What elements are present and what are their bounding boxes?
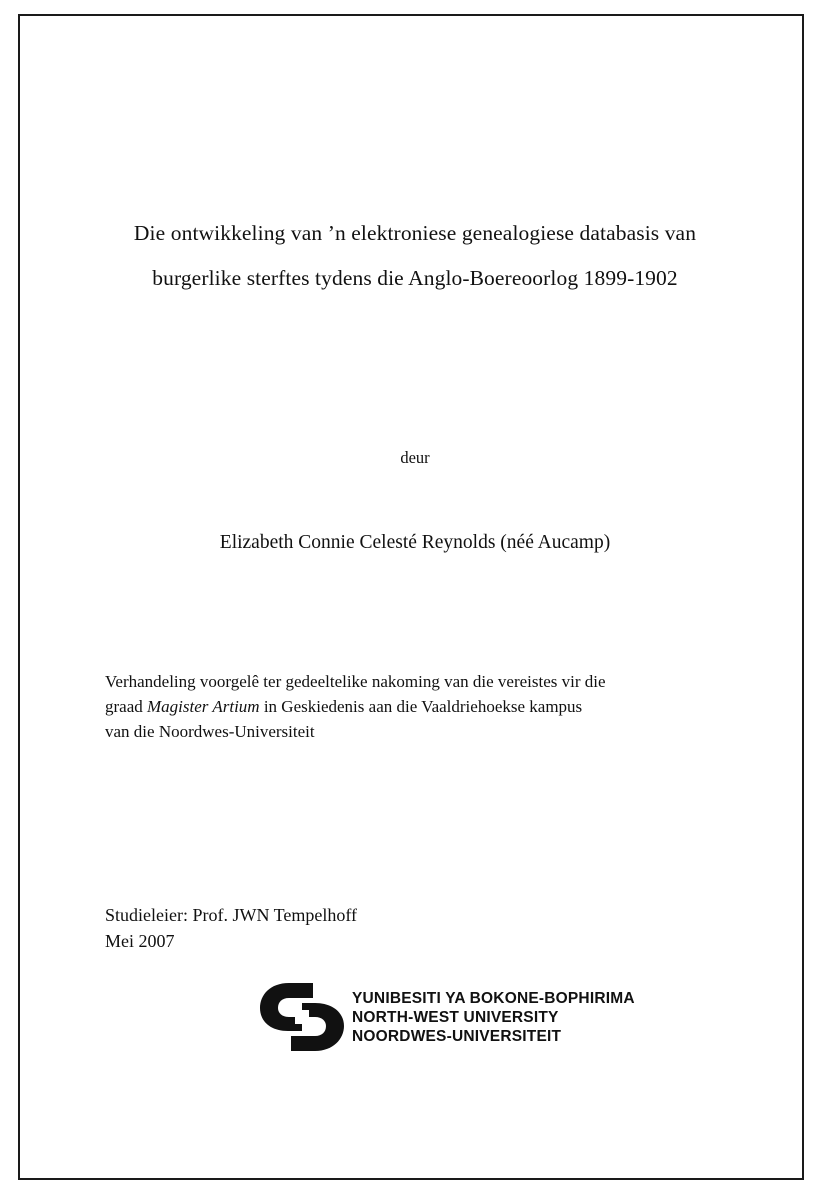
university-logo (100, 979, 730, 1064)
degree-statement-line-1: Verhandeling voorgelê ter gedeeltelike nakoming van die vereistes vir die (105, 672, 606, 691)
degree-statement-line-2 (105, 694, 725, 719)
by-label: deur (400, 448, 430, 467)
university-logo-line-2: NORTH-WEST UNIVERSITY (352, 1008, 559, 1026)
degree-name-italic: Magister Artium (147, 697, 260, 716)
supervisor-block (105, 902, 725, 954)
degree-statement (105, 669, 725, 744)
title-line-1: Die ontwikkeling van ’n elektroniese genealogiese databasis van (133, 221, 697, 245)
degree-statement-line-3: van die Noordwes-Universiteit (105, 722, 315, 741)
university-logo-line-1: YUNIBESITI YA BOKONE-BOPHIRIMA (352, 989, 635, 1007)
degree-statement-line-2-suffix: in Geskiedenis aan die Vaaldriehoekse kampus (259, 697, 583, 716)
title-line-2: burgerlike sterftes tydens die Anglo-Boereoorlog 1899-1902 (152, 266, 678, 290)
author-name: Elizabeth Connie Celesté Reynolds (néé Aucamp) (219, 532, 611, 553)
university-logo-text (352, 989, 635, 1046)
page-title (100, 211, 730, 301)
date-line: Mei 2007 (105, 931, 175, 951)
degree-statement-line-2-prefix: graad (105, 697, 148, 716)
north-west-university-logo-mark-icon (258, 979, 346, 1055)
university-logo-line-3: NOORDWES-UNIVERSITEIT (352, 1027, 562, 1045)
supervisor-line: Studieleier: Prof. JWN Tempelhoff (105, 905, 358, 925)
title-page-content (100, 14, 730, 1180)
